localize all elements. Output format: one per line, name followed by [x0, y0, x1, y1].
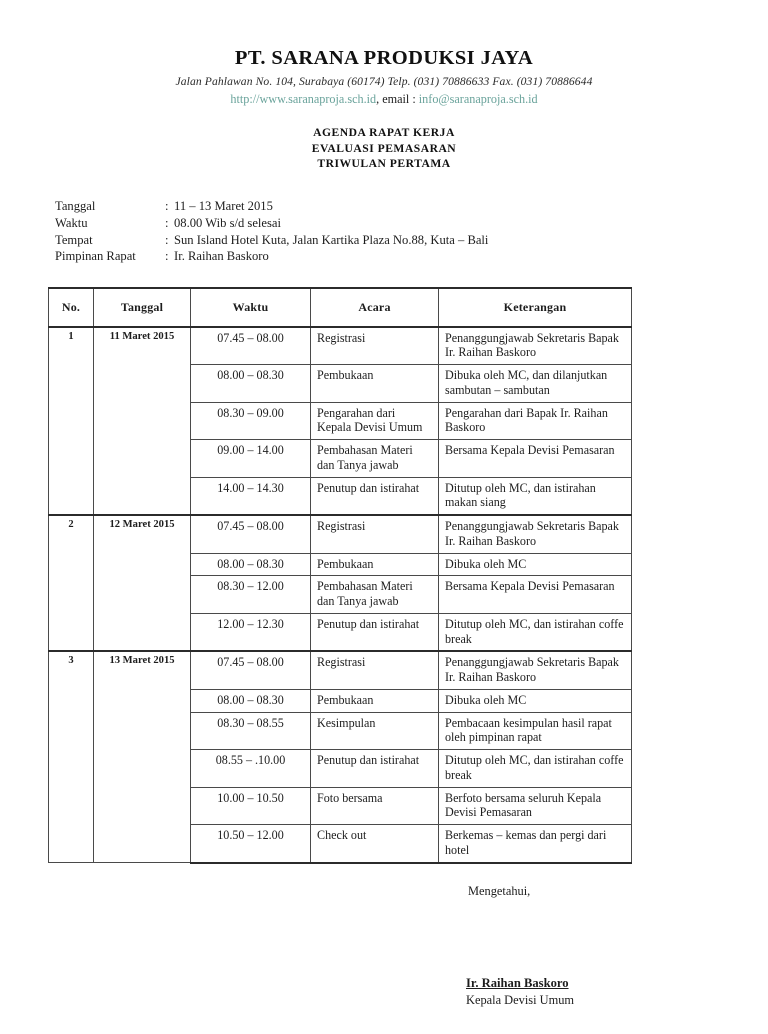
cell-activity: Pembukaan [311, 365, 439, 403]
cell-activity: Pembukaan [311, 689, 439, 712]
email-label: , email : [376, 92, 419, 107]
meeting-detail-row [55, 198, 768, 215]
email-link[interactable]: info@saranaproja.sch.id [418, 92, 538, 107]
agenda-title [0, 125, 768, 171]
detail-separator: : [165, 232, 169, 247]
column-header-no: No. [49, 288, 94, 327]
cell-activity: Pembahasan Materi dan Tanya jawab [311, 576, 439, 614]
cell-activity: Penutup dan istirahat [311, 750, 439, 788]
cell-activity: Kesimpulan [311, 712, 439, 750]
column-header-tanggal: Tanggal [94, 288, 191, 327]
detail-value-pimpinan: Ir. Raihan Baskoro [174, 249, 269, 264]
meeting-detail-row [55, 248, 768, 265]
cell-activity: Pengarahan dari Kepala Devisi Umum [311, 402, 439, 440]
detail-label-tempat: Tempat [55, 232, 93, 247]
cell-notes: Bersama Kepala Devisi Pemasaran [439, 440, 632, 478]
table-row [49, 651, 632, 689]
table-row [49, 515, 632, 553]
cell-activity: Penutup dan istirahat [311, 477, 439, 515]
detail-value-tanggal: 11 – 13 Maret 2015 [174, 199, 273, 214]
detail-separator: : [165, 249, 169, 264]
column-header-acara: Acara [311, 288, 439, 327]
cell-time: 14.00 – 14.30 [191, 477, 311, 515]
cell-date: 12 Maret 2015 [94, 515, 191, 651]
meeting-detail-row [55, 215, 768, 232]
cell-activity: Foto bersama [311, 787, 439, 825]
cell-activity: Registrasi [311, 327, 439, 365]
cell-date: 11 Maret 2015 [94, 327, 191, 516]
agenda-table-head [49, 288, 632, 327]
cell-notes: Dibuka oleh MC [439, 553, 632, 576]
cell-day-number: 2 [49, 515, 94, 651]
cell-notes: Penanggungjawab Sekretaris Bapak Ir. Raihan Baskoro [439, 515, 632, 553]
cell-time: 10.50 – 12.00 [191, 825, 311, 863]
cell-notes: Penanggungjawab Sekretaris Bapak Ir. Raihan Baskoro [439, 651, 632, 689]
cell-time: 08.30 – 08.55 [191, 712, 311, 750]
meeting-details [55, 198, 768, 265]
cell-activity: Penutup dan istirahat [311, 613, 439, 651]
cell-time: 07.45 – 08.00 [191, 515, 311, 553]
table-row [49, 327, 632, 365]
agenda-title-line-1: AGENDA RAPAT KERJA [313, 126, 455, 140]
cell-notes: Bersama Kepala Devisi Pemasaran [439, 576, 632, 614]
signature-name: Ir. Raihan Baskoro [466, 975, 569, 990]
agenda-table-body [49, 327, 632, 863]
company-name: PT. SARANA PRODUKSI JAYA [234, 47, 534, 69]
detail-value-tempat: Sun Island Hotel Kuta, Jalan Kartika Plaza No.88, Kuta – Bali [174, 232, 489, 247]
signature-knowing-label: Mengetahui, [468, 883, 531, 898]
cell-time: 09.00 – 14.00 [191, 440, 311, 478]
cell-notes: Penanggungjawab Sekretaris Bapak Ir. Raihan Baskoro [439, 327, 632, 365]
meeting-detail-row [55, 232, 768, 249]
cell-notes: Pembacaan kesimpulan hasil rapat oleh pimpinan rapat [439, 712, 632, 750]
cell-day-number: 1 [49, 327, 94, 516]
cell-activity: Registrasi [311, 651, 439, 689]
agenda-title-line-3: TRIWULAN PERTAMA [317, 156, 451, 170]
detail-separator: : [165, 199, 169, 214]
cell-time: 08.55 – .10.00 [191, 750, 311, 788]
detail-label-waktu: Waktu [55, 215, 88, 230]
cell-activity: Registrasi [311, 515, 439, 553]
table-header-row [49, 288, 632, 327]
cell-time: 08.30 – 12.00 [191, 576, 311, 614]
company-contact-line [0, 92, 768, 107]
cell-notes: Dibuka oleh MC [439, 689, 632, 712]
agenda-table [48, 287, 632, 864]
cell-activity: Pembukaan [311, 553, 439, 576]
company-address: Jalan Pahlawan No. 104, Surabaya (60174) Telp. (031) 70886633 Fax. (031) 70886644 [175, 74, 593, 88]
cell-notes: Ditutup oleh MC, dan istirahan makan siang [439, 477, 632, 515]
detail-value-waktu: 08.00 Wib s/d selesai [174, 215, 281, 230]
cell-time: 10.00 – 10.50 [191, 787, 311, 825]
cell-time: 07.45 – 08.00 [191, 651, 311, 689]
website-link[interactable]: http://www.saranaproja.sch.id [230, 92, 377, 107]
cell-notes: Ditutup oleh MC, dan istirahan coffe break [439, 613, 632, 651]
cell-day-number: 3 [49, 651, 94, 862]
detail-label-tanggal: Tanggal [55, 199, 96, 214]
signature-block [48, 884, 631, 1034]
signature-role: Kepala Devisi Umum [466, 992, 575, 1007]
detail-label-pimpinan: Pimpinan Rapat [55, 249, 136, 264]
cell-time: 12.00 – 12.30 [191, 613, 311, 651]
detail-separator: : [165, 215, 169, 230]
cell-time: 07.45 – 08.00 [191, 327, 311, 365]
cell-date: 13 Maret 2015 [94, 651, 191, 862]
cell-notes: Berfoto bersama seluruh Kepala Devisi Pemasaran [439, 787, 632, 825]
cell-activity: Pembahasan Materi dan Tanya jawab [311, 440, 439, 478]
cell-activity: Check out [311, 825, 439, 863]
column-header-keterangan: Keterangan [439, 288, 632, 327]
cell-notes: Ditutup oleh MC, dan istirahan coffe break [439, 750, 632, 788]
cell-notes: Berkemas – kemas dan pergi dari hotel [439, 825, 632, 863]
agenda-table-container [48, 287, 631, 864]
cell-time: 08.00 – 08.30 [191, 689, 311, 712]
letterhead [0, 0, 768, 107]
cell-notes: Pengarahan dari Bapak Ir. Raihan Baskoro [439, 402, 632, 440]
cell-time: 08.30 – 09.00 [191, 402, 311, 440]
cell-time: 08.00 – 08.30 [191, 365, 311, 403]
cell-time: 08.00 – 08.30 [191, 553, 311, 576]
agenda-title-line-2: EVALUASI PEMASARAN [311, 141, 457, 155]
column-header-waktu: Waktu [191, 288, 311, 327]
cell-notes: Dibuka oleh MC, dan dilanjutkan sambutan – sambutan [439, 365, 632, 403]
